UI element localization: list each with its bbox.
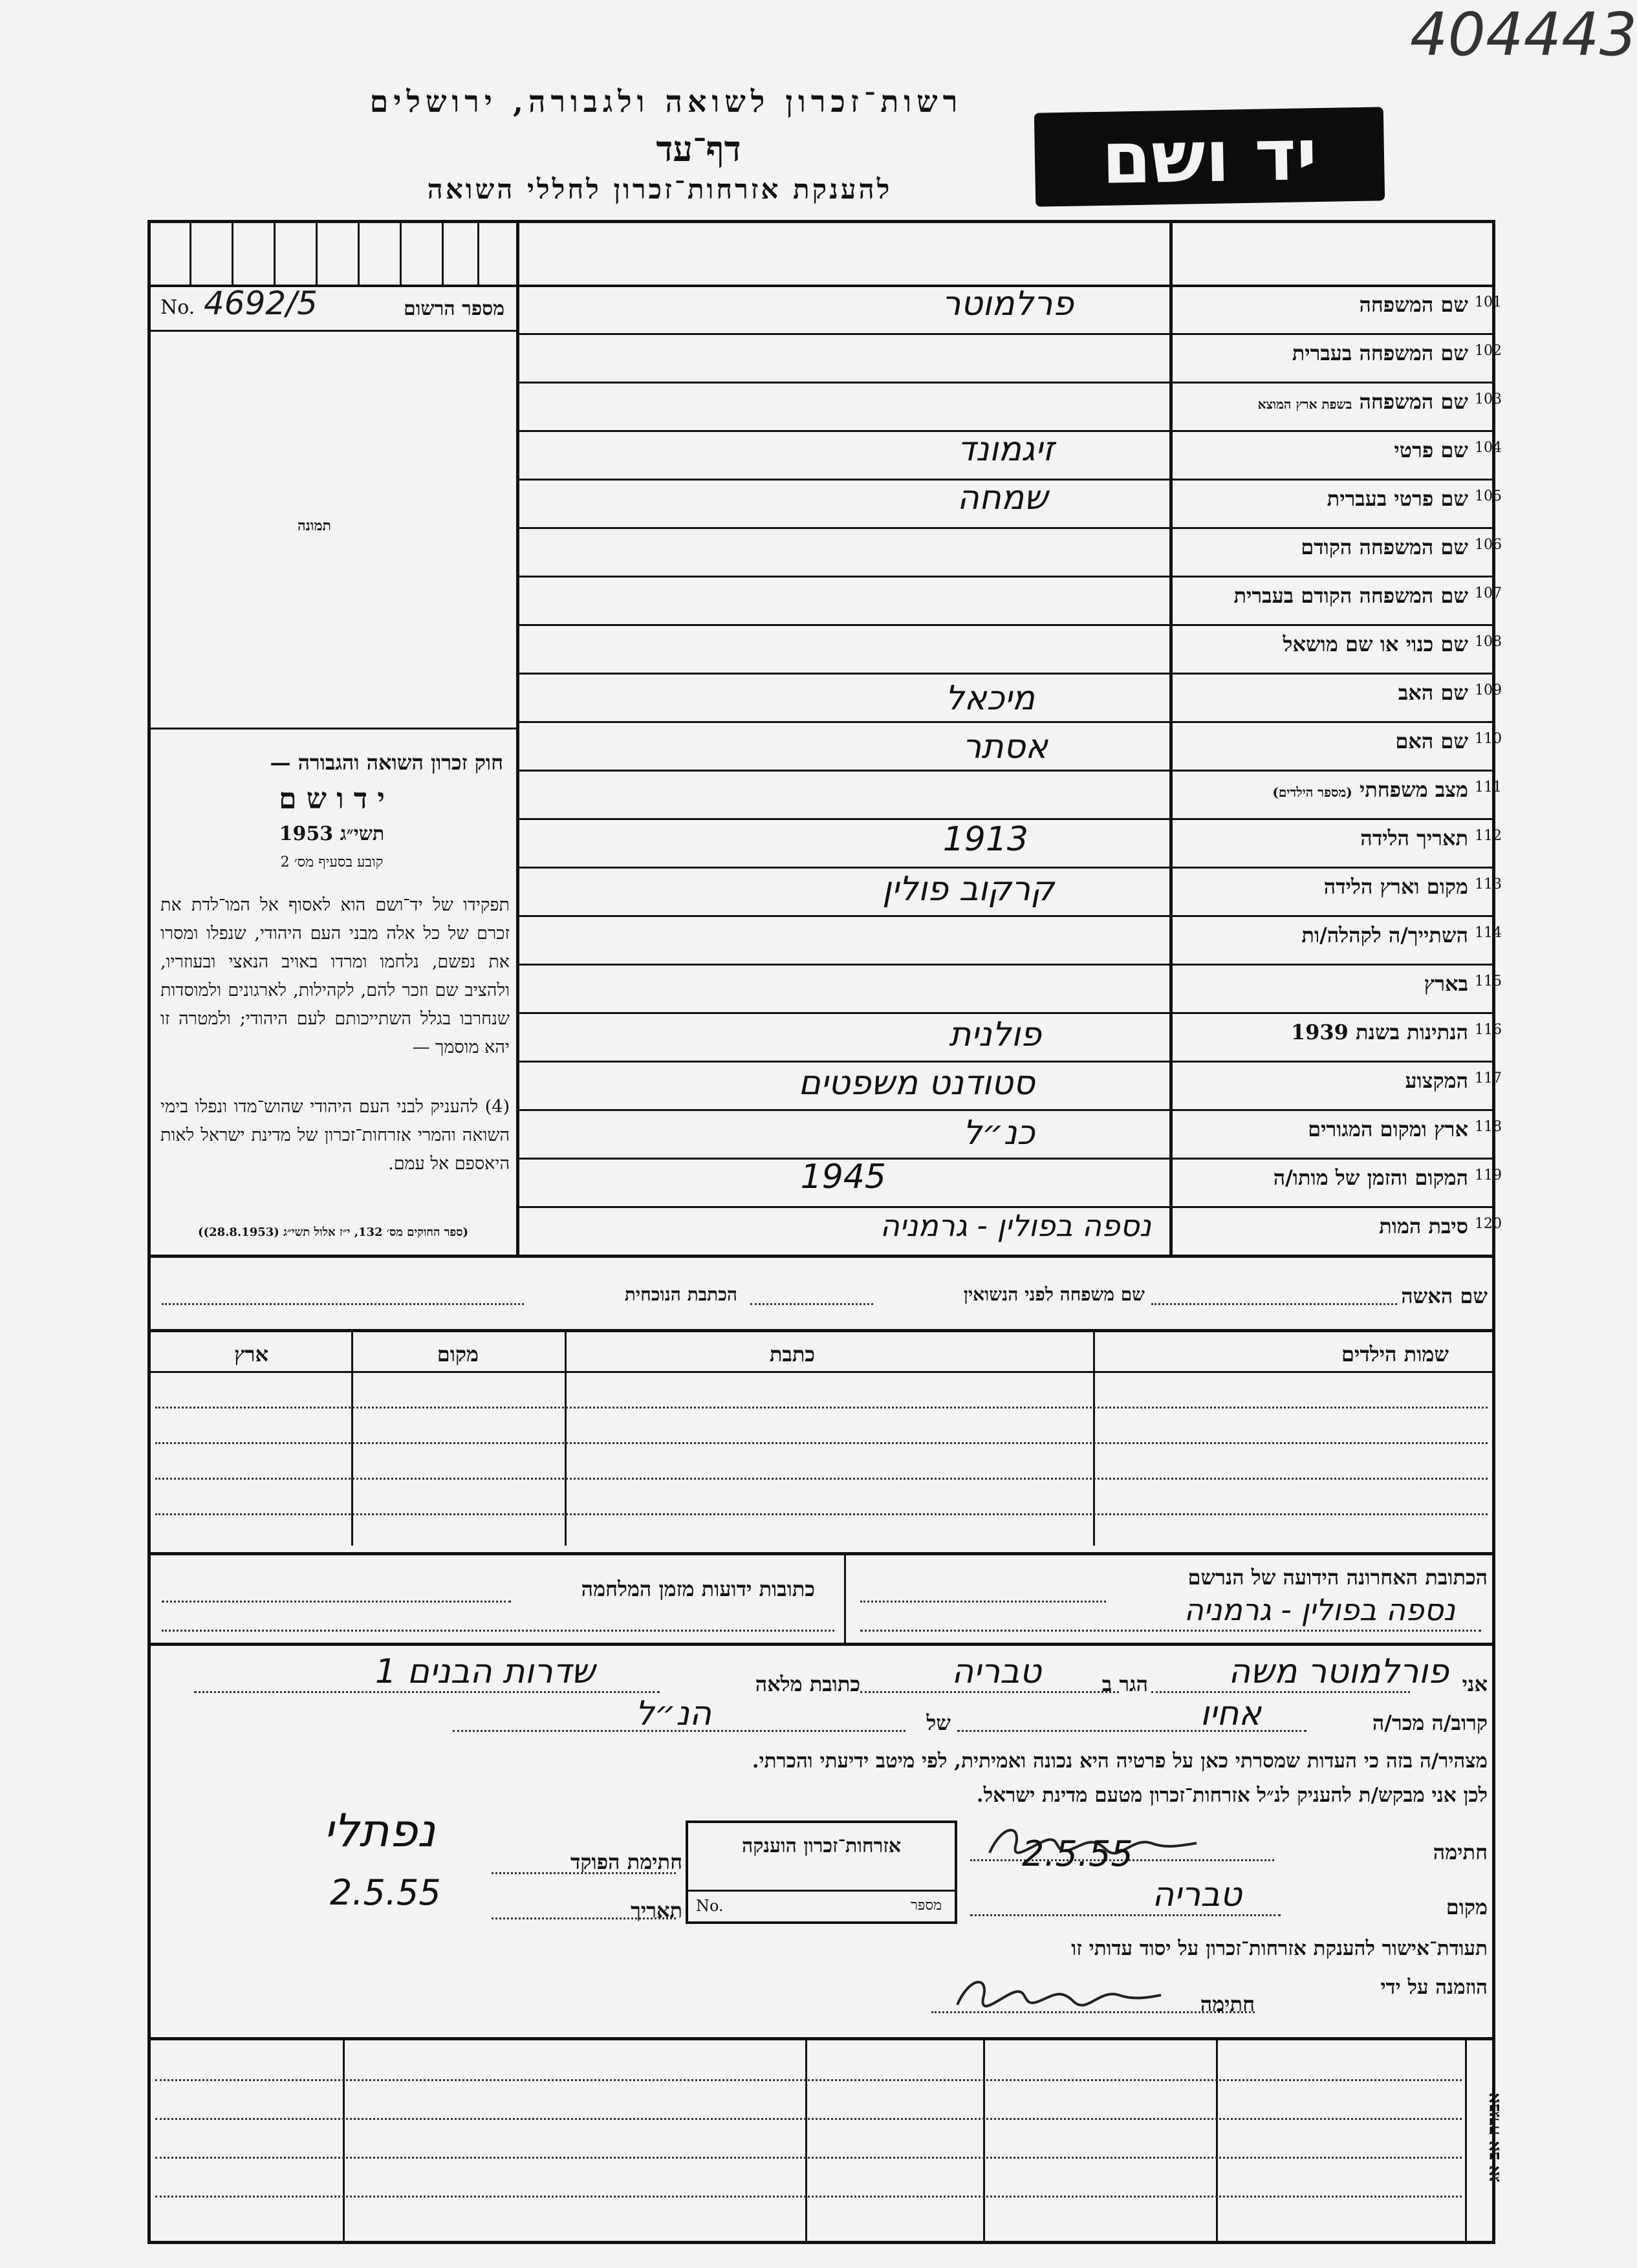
wartime-address-label: כתובות ידועות מזמן המלחמה [581, 1577, 815, 1601]
side-code: אבגדה אב אג [1484, 2093, 1504, 2182]
field-number: 111 [1475, 779, 1502, 795]
stamp-box-no-label: No. [696, 1897, 724, 1915]
field-number: 119 [1475, 1167, 1502, 1183]
officer-date[interactable]: 2.5.55 [330, 1872, 441, 1913]
field-number: 115 [1475, 973, 1502, 989]
stamp-box-title: אזרחות־זכרון הוענקה [741, 1835, 902, 1857]
field-value[interactable]: נספה בפולין - גרמניה [880, 1208, 1151, 1243]
field-label: שם פרטי בעברית [1327, 486, 1468, 511]
registration-number: 4692/5 [204, 285, 318, 322]
law-body-clause-4: (4) להעניק לבני העם היהודי שהוש־מדו ונפלו בימי השואה והמרי אזרחות־זכרון של מדינת ישראל לאות היאספם אל עמם. [160, 1097, 510, 1174]
form-title: דף־עד [656, 128, 741, 169]
field-label: שם כנוי או שם מושאל [1283, 632, 1468, 656]
yad-vashem-logo [1034, 107, 1385, 206]
field-sublabel: (מספר הילדים) [1272, 784, 1352, 800]
registration-label: מספר הרשום [404, 297, 504, 320]
field-label: סיבת המות [1379, 1214, 1468, 1238]
last-known-address-label: הכתובת האחרונה הידועה של הנרשם [1187, 1565, 1488, 1590]
field-value[interactable]: שמחה [957, 479, 1048, 517]
law-footnote: (ספר החוקים מס׳ 132, י״ז אלול תשי״ג (28.8.1953)) [198, 1226, 468, 1239]
field-number: 117 [1475, 1070, 1502, 1086]
field-number: 110 [1475, 731, 1502, 747]
field-value[interactable]: פרלמוטר [942, 285, 1074, 323]
field-number: 101 [1475, 294, 1502, 310]
place-value[interactable]: טבריה [1152, 1875, 1242, 1914]
current-address-label: הכתבת הנוכחית [624, 1284, 737, 1305]
field-label: ארץ ומקום המגורים [1308, 1117, 1468, 1141]
field-label: שם האב [1398, 680, 1468, 705]
field-label: שם פרטי [1394, 438, 1468, 462]
certificate-line-2: הוזמנה על ידי [1380, 1976, 1488, 1999]
field-number: 108 [1475, 634, 1502, 650]
field-number: 116 [1475, 1022, 1502, 1038]
last-known-address-value[interactable]: נספה בפולין - גרמניה [1184, 1592, 1455, 1627]
field-label: שם המשפחה [1359, 292, 1468, 317]
field-label: השתייך/ה לקהלה/ות [1301, 923, 1468, 947]
field-label: מקום וארץ הלידה [1323, 874, 1468, 899]
declarant-date[interactable]: 2.5.55 [1022, 1833, 1133, 1874]
field-label: שם המשפחה הקודם [1301, 535, 1468, 559]
maiden-name-label: שם משפחה לפני הנשואין [963, 1284, 1145, 1305]
declarant-name[interactable]: פורלמוטר משה [1228, 1652, 1449, 1691]
declarant-i-label: אני [1462, 1672, 1488, 1696]
field-number: 112 [1475, 828, 1502, 844]
field-value[interactable]: 1945 [800, 1158, 886, 1196]
field-label: תאריך הלידה [1360, 826, 1468, 850]
law-body: תפקידו של יד־ושם הוא לאסוף אל המו־לדת את זכרם של כל אלה מבני העם היהודי, שנפלו ומסרו את נפשם, נלחמו ומרדו באויב הנאצי ובעוזריו, ולהציב שם וזכר להם, לקהילות, לארגונים ולמוסדות שנחרבו בגלל השתייכותם לעם היהודי; ולמטרה זו יהא מוסמך — [160, 895, 510, 1057]
field-label-main: שם המשפחה [1359, 389, 1468, 414]
officer-date-label: תאריך [631, 1898, 682, 1923]
officer-signature-label: חתימת הפוקד [570, 1850, 682, 1874]
of-value[interactable]: הנ״ל [635, 1694, 711, 1733]
place-label: מקום [1446, 1895, 1488, 1919]
field-number: 103 [1475, 391, 1502, 407]
field-label: שם המשפחה הקודם בעברית [1233, 583, 1468, 608]
citizenship-stamp-box [686, 1820, 957, 1924]
field-label: הנתינות בשנת 1939 [1290, 1020, 1468, 1044]
form-subtitle: להענקת אזרחות־זכרון לחללי השואה [427, 173, 893, 205]
field-value[interactable]: קרקוב פולין [882, 870, 1054, 909]
field-value[interactable]: כנ״ל [962, 1114, 1035, 1152]
law-clause: קובע בסעיף מס׳ 2 [280, 854, 384, 870]
law-heading: חוק זכרון השואה והגבורה — [270, 750, 503, 775]
field-value[interactable]: 1913 [942, 820, 1028, 859]
field-label: שם המשפחה בעברית [1292, 341, 1468, 365]
authority-name: רשות־זכרון לשואה ולגבורה, ירושלים [369, 84, 963, 119]
field-label: בארץ [1424, 971, 1468, 996]
archive-number: 404443 [1410, 0, 1637, 69]
field-value[interactable]: אסתר [962, 728, 1048, 766]
children-header-place: מקום [437, 1342, 479, 1366]
field-value[interactable]: סטודנט משפטים [798, 1064, 1035, 1103]
declaration-line-2: לכן אני מבקש/ת להעניק לנ״ל אזרחות־זכרון מטעם מדינת ישראל. [976, 1784, 1488, 1807]
stamp-box-number-label: מספר [911, 1897, 942, 1914]
declarant-full-address-label: כתובת מלאה [755, 1672, 860, 1696]
field-number: 104 [1475, 440, 1502, 456]
field-number: 118 [1475, 1119, 1502, 1135]
field-label: שם האם [1395, 729, 1468, 753]
field-value[interactable]: פולנית [949, 1015, 1041, 1054]
declarant-signature-label: חתימה [1433, 1840, 1488, 1864]
photo-label: תמונה [298, 517, 331, 534]
declarant-full-address-value[interactable]: שדרות הבנים 1 [374, 1652, 595, 1691]
field-value[interactable]: זיגמונד [957, 430, 1054, 469]
officer-signature: נפתלי [323, 1804, 436, 1857]
logo-text: יד ושם [1101, 113, 1318, 200]
field-number: 102 [1475, 343, 1502, 359]
declaration-line-1: מצהיר/ה בזה כי העדות שמסרתי כאן על פרטיה היא נכונה ואמיתית, לפי מיטב ידיעתי והכרתי. [752, 1749, 1488, 1773]
field-number: 105 [1475, 488, 1502, 504]
field-number: 113 [1475, 876, 1502, 892]
children-header-address: כתבת [769, 1342, 815, 1366]
field-number: 109 [1475, 682, 1502, 698]
field-label [1258, 389, 1468, 414]
relative-value[interactable]: אחיו [1200, 1694, 1261, 1733]
certificate-signature [951, 1966, 1164, 2024]
declarant-resides-label: הגר ב [1101, 1672, 1148, 1696]
children-header-names: שמות הילדים [1341, 1342, 1449, 1366]
registration-no-label: No. [160, 296, 195, 319]
declarant-resides-value[interactable]: טבריה [951, 1652, 1041, 1691]
field-label [1272, 777, 1468, 802]
field-label: המקצוע [1405, 1068, 1468, 1093]
field-value[interactable]: מיכאל [945, 679, 1035, 718]
law-year: תשי״ג 1953 [279, 823, 385, 845]
field-number: 107 [1475, 585, 1502, 601]
certificate-line-1: תעודת־אישור להענקת אזרחות־זכרון על יסוד עדותי זו [1071, 1937, 1488, 1960]
field-sublabel: בשפת ארץ המוצא [1257, 396, 1352, 412]
children-header-country: ארץ [234, 1342, 268, 1366]
field-number: 114 [1475, 925, 1502, 941]
of-label: של [926, 1711, 951, 1735]
field-label: המקום והזמן של מותו/ה [1273, 1165, 1468, 1190]
field-number: 106 [1475, 537, 1502, 553]
certificate-signature-label: חתימה [1200, 1992, 1255, 2016]
wife-label: שם האשה [1401, 1284, 1488, 1308]
relative-label: קרוב/ה מכר/ה [1372, 1711, 1488, 1735]
law-name: י ד ו ש ם [279, 783, 385, 815]
field-number: 120 [1475, 1216, 1502, 1232]
field-label-main: מצב משפחתי [1359, 777, 1468, 802]
